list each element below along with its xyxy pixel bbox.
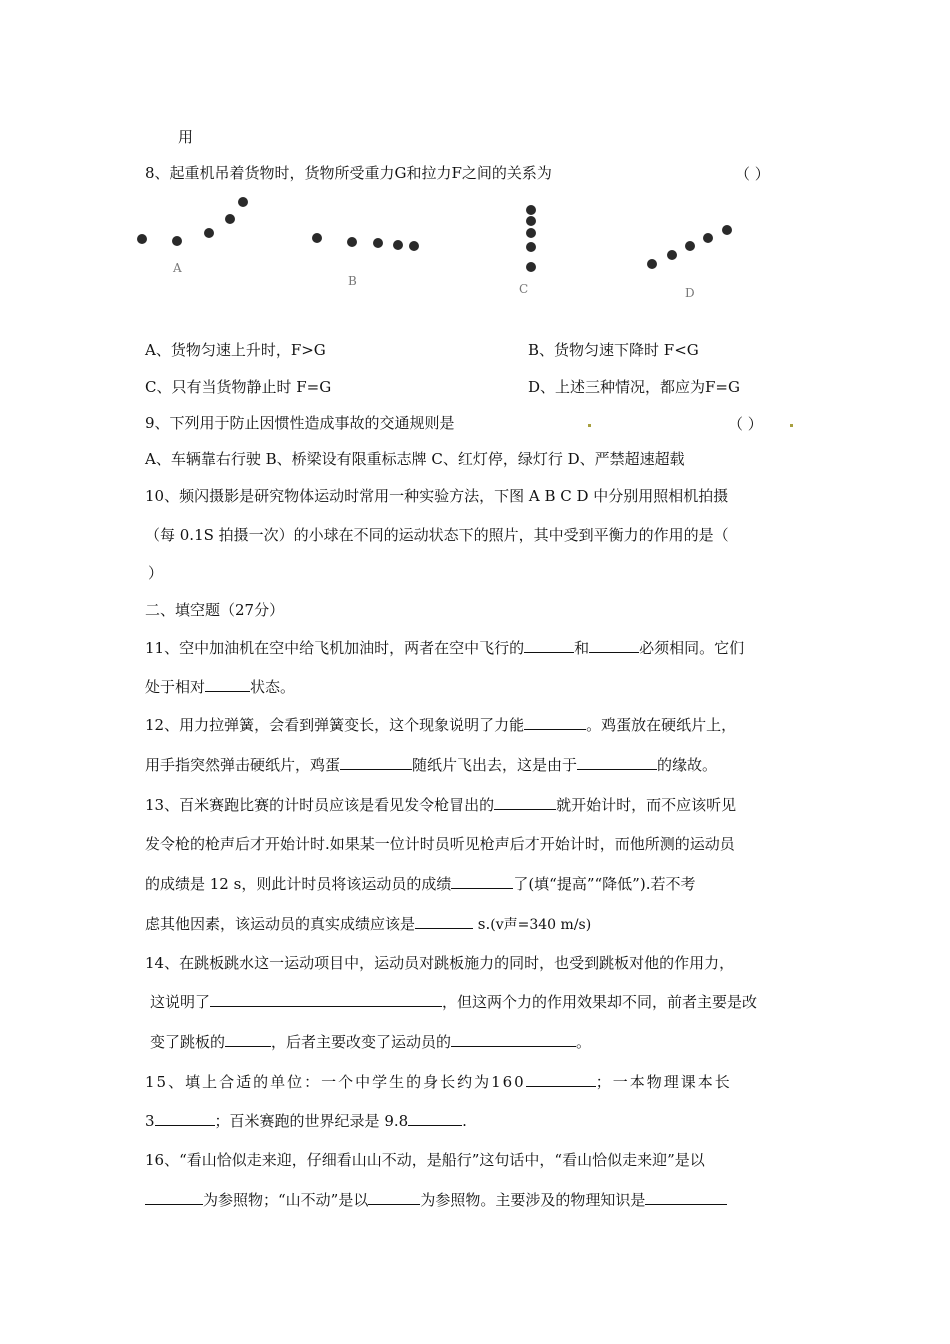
q15-blank-3[interactable]	[408, 1111, 462, 1126]
q10-line-2: （每 0.1S 拍摄一次）的小球在不同的运动状态下的照片，其中受到平衡力的作用的是（	[145, 526, 729, 544]
q14-text-3: 变了跳板的	[150, 1033, 226, 1051]
q13-blank-3[interactable]	[415, 914, 473, 929]
q11-line-1	[145, 638, 744, 658]
q14-line-3	[150, 1032, 591, 1052]
q9-stem: 9、下列用于防止因惯性造成事故的交通规则是	[145, 414, 455, 432]
q15-text-5: .	[462, 1112, 467, 1130]
q12-line-2	[145, 755, 717, 775]
q14-text-2: ，但这两个力的作用效果却不同，前者主要是改	[442, 993, 758, 1011]
q11-text-3: 必须相同。它们	[639, 639, 745, 657]
q15-text-2: ；一本物理课本长	[595, 1073, 732, 1091]
q8-option-b[interactable]: B、货物匀速下降时 F<G	[528, 341, 699, 359]
q15-line-2	[145, 1111, 467, 1131]
q8-stem: 8、起重机吊着货物时，货物所受重力G和拉力F之间的关系为	[145, 164, 552, 182]
q15-blank-1[interactable]	[526, 1072, 596, 1087]
q15-text-4: ；百米赛跑的世界纪录是 9.8	[214, 1112, 409, 1130]
q15-text-1: 15、填上合适的单位：一个中学生的身长约为160	[145, 1073, 526, 1091]
q12-text-1: 12、用力拉弹簧，会看到弹簧变长，这个现象说明了力能	[145, 716, 525, 734]
q16-blank-2[interactable]	[368, 1190, 420, 1205]
q13-line-1	[145, 795, 736, 815]
q11-blank-2[interactable]	[589, 638, 639, 653]
q14-text-4: ，后者主要改变了运动员的	[271, 1033, 452, 1051]
q12-text-4: 随纸片飞出去，这是由于	[412, 756, 578, 774]
q16-blank-1[interactable]	[145, 1190, 203, 1205]
q8-answer-paren[interactable]: （ ）	[735, 165, 770, 183]
q15-text-3: 3	[145, 1112, 155, 1130]
q13-line-2: 发令枪的枪声后才开始计时.如果某一位计时员听见枪声后才开始计时，而他所测的运动员	[145, 835, 735, 853]
q15-line-1	[145, 1072, 732, 1092]
q12-blank-3[interactable]	[577, 755, 657, 770]
q14-line-1: 14、在跳板跳水这一运动项目中，运动员对跳板施力的同时，也受到跳板对他的作用力，	[145, 954, 735, 972]
q7-tail: 用	[178, 128, 194, 146]
q13-text-5: 虑其他因素，该运动员的真实成绩应该是	[145, 915, 416, 933]
q14-line-2	[150, 992, 757, 1012]
stray-mark	[790, 424, 793, 427]
q11-line-2	[145, 677, 295, 697]
q12-blank-2[interactable]	[340, 755, 412, 770]
q10-line-3[interactable]: ）	[148, 564, 164, 582]
q9-options[interactable]: A、车辆靠右行驶 B、桥梁设有限重标志牌 C、红灯停，绿灯行 D、严禁超速超载	[145, 450, 685, 468]
q13-line-3	[145, 874, 695, 894]
q16-text-1: 为参照物；“山不动”是以	[203, 1191, 369, 1209]
q13-text-6: s.	[477, 915, 491, 933]
q13-text-3: 的成绩是 12 s，则此计时员将该运动员的成绩	[145, 875, 452, 893]
photo-label-b: B	[348, 274, 357, 288]
q11-blank-1[interactable]	[524, 638, 574, 653]
q9-answer-paren[interactable]: （ ）	[728, 415, 763, 433]
q8-option-d[interactable]: D、上述三种情况，都应为F=G	[528, 378, 740, 396]
q12-text-3: 用手指突然弹击硬纸片，鸡蛋	[145, 756, 341, 774]
stray-mark	[588, 424, 591, 427]
q12-line-1	[145, 715, 736, 735]
photo-label-a: A	[173, 261, 182, 275]
q16-blank-3[interactable]	[645, 1190, 727, 1205]
q12-blank-1[interactable]	[524, 715, 586, 730]
q14-blank-1[interactable]	[210, 992, 442, 1007]
q15-blank-2[interactable]	[155, 1111, 215, 1126]
q13-text-4: 了(填“提高”“降低”).若不考	[513, 875, 696, 893]
q13-text-1: 13、百米赛跑比赛的计时员应该是看见发令枪冒出的	[145, 796, 495, 814]
q16-line-2	[145, 1190, 727, 1210]
q16-line-1: 16、“看山恰似走来迎，仔细看山山不动，是船行”这句话中，“看山恰似走来迎”是以	[145, 1151, 705, 1169]
q12-text-2: 。鸡蛋放在硬纸片上，	[586, 716, 737, 734]
photo-c	[519, 205, 536, 296]
q10-line-1: 10、频闪摄影是研究物体运动时常用一种实验方法，下图 A B C D 中分别用照相机拍摄	[145, 487, 729, 505]
q14-blank-3[interactable]	[451, 1032, 576, 1047]
q11-text-2: 和	[574, 639, 590, 657]
q13-text-2: 就开始计时，而不应该听见	[556, 796, 737, 814]
photo-a	[137, 197, 248, 275]
q11-text-4: 处于相对	[145, 678, 206, 696]
photo-label-d: D	[685, 286, 695, 300]
q13-line-4	[145, 914, 591, 935]
q16-text-2: 为参照物。主要涉及的物理知识是	[420, 1191, 646, 1209]
photo-b	[312, 233, 419, 288]
q14-blank-2[interactable]	[225, 1032, 271, 1047]
q12-text-5: 的缘故。	[657, 756, 718, 774]
q13-text-7: (v声=340 m/s)	[490, 917, 592, 933]
q13-blank-2[interactable]	[451, 874, 513, 889]
strobe-photo-figure	[125, 190, 765, 310]
q8-option-c[interactable]: C、只有当货物静止时 F=G	[145, 378, 332, 396]
q14-text-5: 。	[576, 1033, 592, 1051]
q11-blank-3[interactable]	[205, 677, 250, 692]
q11-text-1: 11、空中加油机在空中给飞机加油时，两者在空中飞行的	[145, 639, 525, 657]
photo-d	[647, 225, 732, 300]
q14-text-1: 这说明了	[150, 993, 211, 1011]
q13-blank-1[interactable]	[494, 795, 556, 810]
q11-text-5: 状态。	[250, 678, 296, 696]
photo-label-c: C	[519, 282, 529, 296]
section-2-heading: 二、填空题（27分）	[145, 601, 285, 619]
q8-option-a[interactable]: A、货物匀速上升时，F>G	[145, 341, 326, 359]
